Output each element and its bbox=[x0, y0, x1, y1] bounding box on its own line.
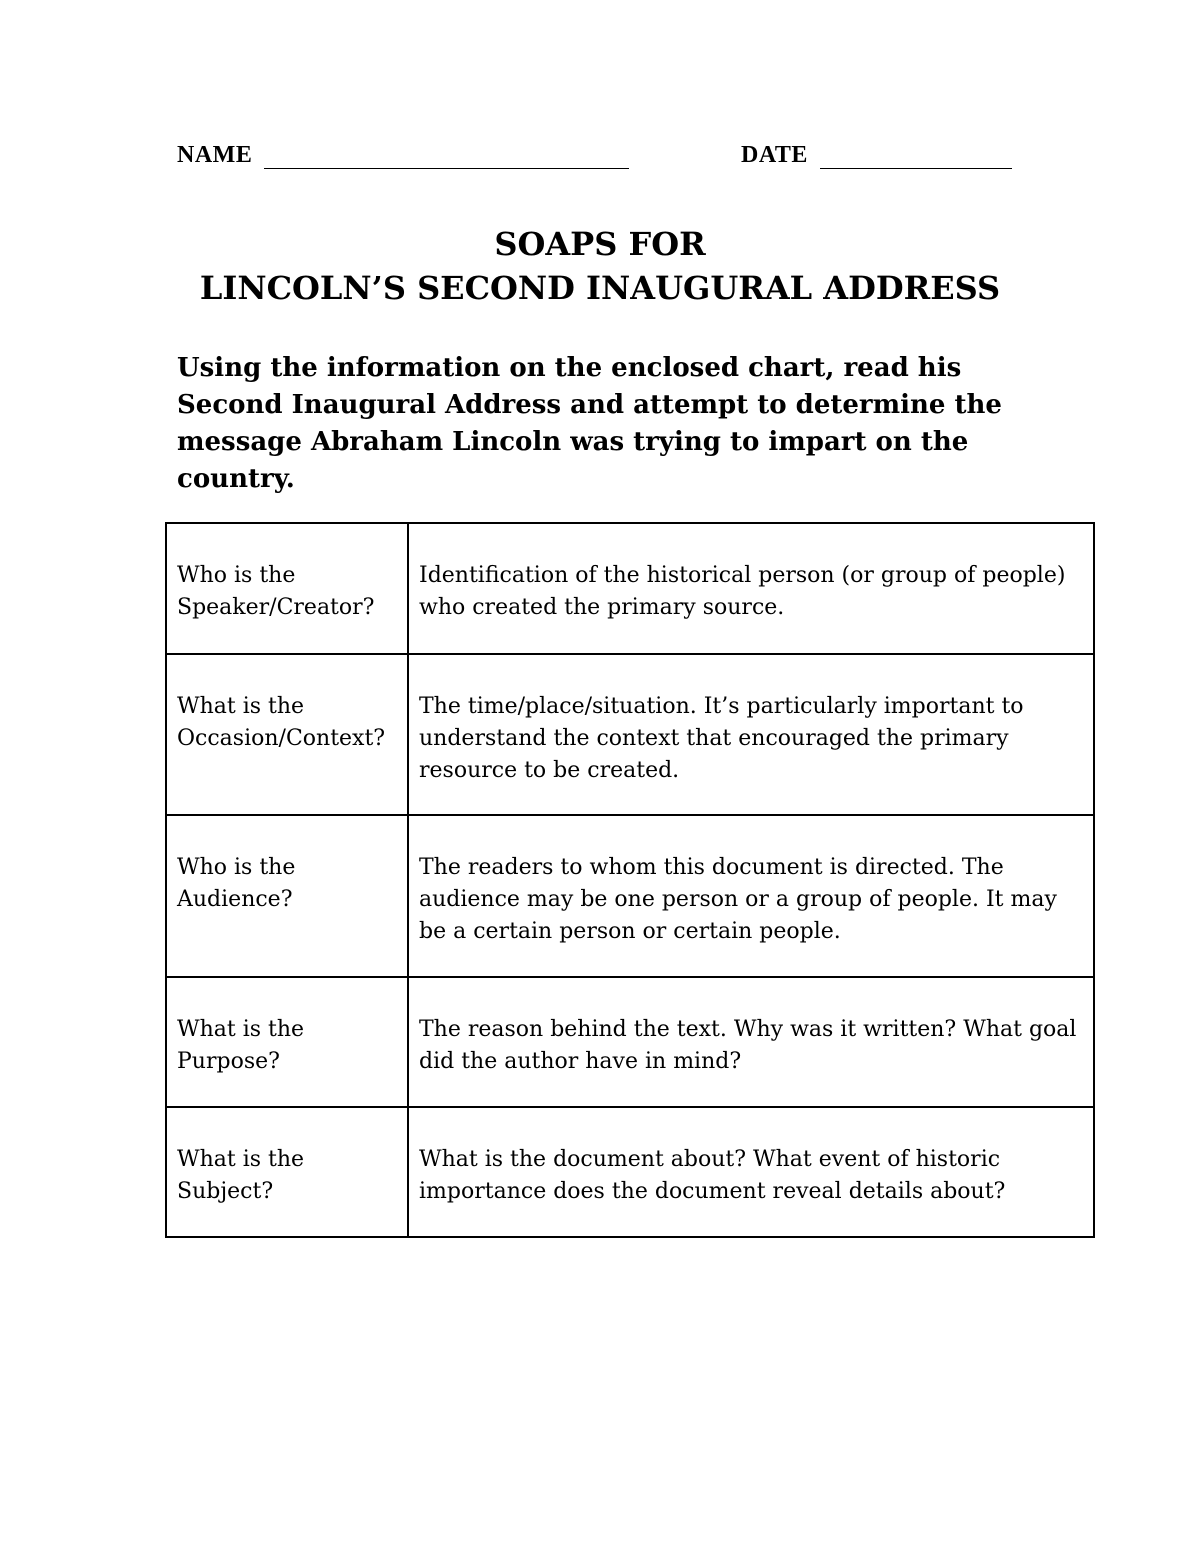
row-description: The reason behind the text. Why was it written? What goal did the author have in mind? bbox=[408, 977, 1094, 1107]
row-description: What is the document about? What event of historic importance does the document reveal details about? bbox=[408, 1107, 1094, 1237]
instructions-paragraph: Using the information on the enclosed chart, read his Second Inaugural Address and attempt to determine the message Abraham Lincoln was trying to impart on the country. bbox=[177, 353, 1002, 494]
row-question: What is the Subject? bbox=[166, 1107, 408, 1237]
row-question: What is the Occasion/Context? bbox=[166, 654, 408, 815]
table-row bbox=[166, 1107, 1094, 1237]
table-row bbox=[166, 654, 1094, 815]
date-field-group bbox=[741, 142, 1012, 169]
date-label: DATE bbox=[741, 142, 808, 168]
table-row bbox=[166, 523, 1094, 654]
row-question: Who is the Audience? bbox=[166, 815, 408, 977]
page-title bbox=[0, 222, 1200, 310]
table-row bbox=[166, 815, 1094, 977]
row-description: Identification of the historical person (or group of people) who created the primary source. bbox=[408, 523, 1094, 654]
name-label: NAME bbox=[177, 142, 253, 168]
name-blank-line[interactable] bbox=[264, 146, 629, 169]
row-question: What is the Purpose? bbox=[166, 977, 408, 1107]
table-row bbox=[166, 977, 1094, 1107]
title-line-1: SOAPS FOR bbox=[494, 225, 706, 263]
row-description: The readers to whom this document is directed. The audience may be one person or a group of people. It may be a certain person or certain people. bbox=[408, 815, 1094, 977]
soaps-table bbox=[165, 522, 1095, 1238]
header-fields bbox=[177, 142, 1037, 178]
row-question: Who is the Speaker/Creator? bbox=[166, 523, 408, 654]
name-field-group bbox=[177, 142, 629, 169]
row-description: The time/place/situation. It’s particularly important to understand the context that encouraged the primary resource to be created. bbox=[408, 654, 1094, 815]
title-line-2: LINCOLN’S SECOND INAUGURAL ADDRESS bbox=[199, 269, 1001, 307]
date-blank-line[interactable] bbox=[820, 146, 1012, 169]
